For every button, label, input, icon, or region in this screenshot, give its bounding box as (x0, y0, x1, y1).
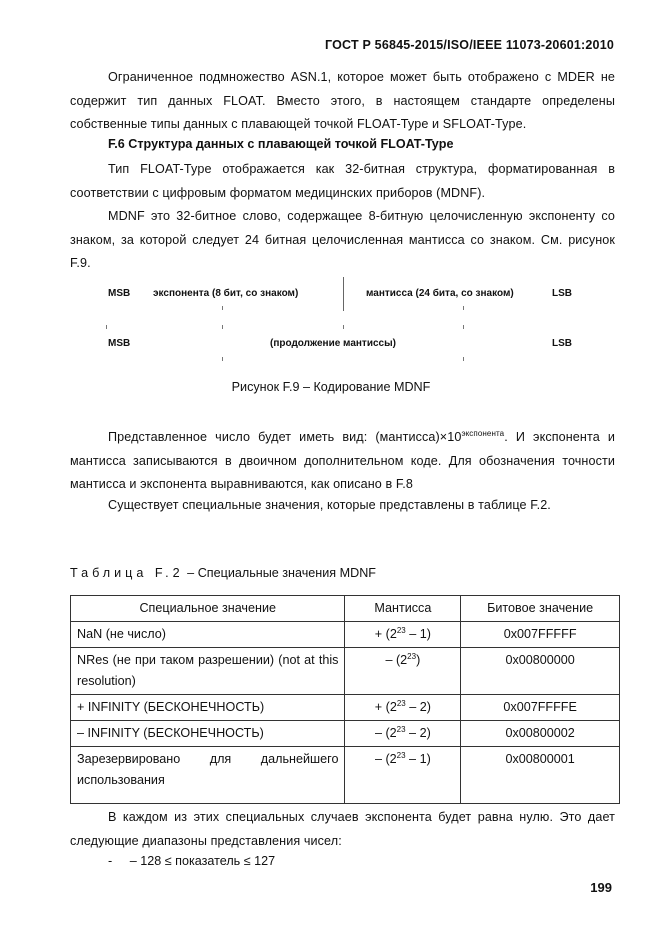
table-header-row (71, 596, 620, 622)
range-list-item (108, 854, 275, 868)
paragraph-asn1: Ограниченное подмножество ASN.1, которое может быть отображено с MDER не содержит тип данных FLOAT. Вместо этого, в настоящем стандарте определены собственные типы данных с плавающей точкой FLOAT-Type и SFLOAT-Type. (70, 70, 615, 131)
bit-tick (106, 325, 107, 329)
special-value-cell: + INFINITY (БЕСКОНЕЧНОСТЬ) (71, 695, 345, 721)
mdnf-diagram (70, 275, 615, 365)
paragraph-representation: Представленное число будет иметь вид: $(мантисса)\times 10^{экспонента}$. И экспонента и мантисса записываются в двоичном дополнительном коде. Для обозначения точности мантисса и экспонента выравниваются, как описано в F.8 (70, 428, 615, 491)
bit-tick (463, 306, 464, 310)
table-row (71, 721, 620, 747)
mantissa-continuation-label: (продолжение мантиссы) (270, 338, 396, 349)
row1-msb-label: MSB (108, 288, 131, 299)
paragraph-float-type: Тип FLOAT-Type отображается как 32-битная структура, форматированная в соответствии с цифровым форматом медицинских приборов (MDNF). (70, 162, 615, 200)
mantissa-field-label: мантисса (24 бита, со знаком) (366, 288, 514, 299)
special-value-cell: Зарезервировано для дальнейшего использования (71, 747, 345, 804)
bit-value-cell: 0x00800002 (461, 721, 620, 747)
row2-msb-label: MSB (108, 338, 131, 349)
paragraph-mdnf: MDNF это 32-битное слово, содержащее 8-битную целочисленную экспоненту со знаком, за которой следует 24 битная целочисленная мантисса со знаком. См. рисунок F.9. (70, 209, 615, 270)
bit-tick (463, 357, 464, 361)
range-text: – 128 ≤ показатель ≤ 127 (129, 854, 276, 868)
mantissa-cell: – $(2^{23} - 1)$ (345, 747, 461, 804)
table-row (71, 622, 620, 648)
section-heading-f6: F.6 Структура данных с плавающей точкой FLOAT-Type (108, 137, 454, 151)
bit-tick (222, 306, 223, 310)
bit-value-cell: 0x007FFFFF (461, 622, 620, 648)
row2-lsb-label: LSB (552, 338, 572, 349)
list-bullet: - (108, 854, 113, 868)
exponent-field-label: экспонента (8 бит, со знаком) (153, 288, 299, 299)
special-value-cell: – INFINITY (БЕСКОНЕЧНОСТЬ) (71, 721, 345, 747)
table-row (71, 695, 620, 721)
row1-lsb-label: LSB (552, 288, 572, 299)
paragraph-special-values: Существует специальные значения, которые представлены в таблице F.2. (108, 498, 551, 512)
bit-value-cell: 0x00800001 (461, 747, 620, 804)
figure-caption: Рисунок F.9 – Кодирование MDNF (231, 380, 431, 394)
bit-tick (343, 325, 344, 329)
bit-value-cell: 0x007FFFFE (461, 695, 620, 721)
mantissa-cell: – $(2^{23} - 2)$ (345, 721, 461, 747)
special-value-cell: NRes (не при таком разрешении) (not at this resolution) (71, 648, 345, 695)
table-caption: Таблица F.2 – Специальные значения MDNF (70, 566, 376, 580)
page-number: 199 (590, 880, 612, 895)
field-divider (343, 277, 344, 311)
bit-tick (222, 325, 223, 329)
mantissa-cell: – $(2^{23})$ (345, 648, 461, 695)
column-header: Мантисса (345, 596, 461, 622)
bit-tick (222, 357, 223, 361)
column-header: Специальное значение (71, 596, 345, 622)
mantissa-cell: + $(2^{23} - 2)$ (345, 695, 461, 721)
table-row (71, 747, 620, 804)
column-header: Битовое значение (461, 596, 620, 622)
special-values-table (70, 595, 620, 804)
running-header: ГОСТ Р 56845-2015/ISO/IEEE 11073-20601:2010 (324, 38, 614, 52)
bit-value-cell: 0x00800000 (461, 648, 620, 695)
bit-tick (463, 325, 464, 329)
table-row (71, 648, 620, 695)
special-value-cell: NaN (не число) (71, 622, 345, 648)
mantissa-cell: + $(2^{23} - 1)$ (345, 622, 461, 648)
paragraph-zero-exponent: В каждом из этих специальных случаев экспонента будет равна нулю. Это дает следующие диапазоны представления чисел: (70, 810, 615, 848)
